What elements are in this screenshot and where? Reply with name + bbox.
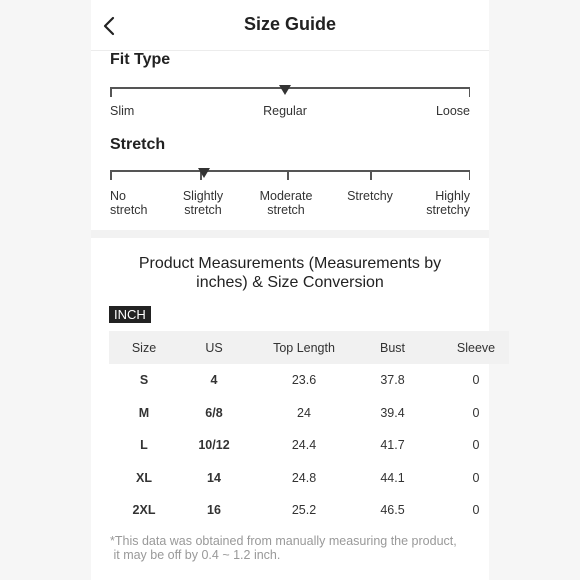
measurements-title-line: inches) & Size Conversion [196,274,384,291]
fit-type-marker [279,85,291,95]
header-sleeve: Sleeve [456,340,496,355]
size-guide-screen [91,0,496,580]
stretch-label-line: stretch [267,203,305,217]
stretch-label-line: stretch [184,203,222,217]
stretch-label-line: Highly [435,189,470,203]
stretch-label-line: stretchy [426,203,470,217]
stretch-tick [287,170,289,180]
cell-sleeve: 0 [472,503,480,518]
table-row [109,462,509,495]
fit-type-label-regular: Regular [263,104,307,118]
stretch-tick [469,170,471,180]
cell-bust: 37.8 [380,373,405,388]
cell-sleeve: 0 [472,373,480,388]
measurements-title-line: Product Measurements (Measurements by [138,255,442,272]
cell-size: S [139,373,149,388]
table-row [109,494,509,527]
fit-type-label-loose: Loose [435,104,470,118]
table-row [109,429,509,462]
cell-size: L [140,438,148,453]
fit-type-title: Fit Type [110,51,171,68]
cell-bust: 46.5 [380,503,405,518]
cell-top-length: 24 [297,405,311,420]
stretch-label-line: stretch [110,203,148,217]
nav-bar [91,0,489,51]
disclaimer-line: it may be off by 0.4 ~ 1.2 inch. [110,548,281,562]
stretch-scale [110,170,470,186]
stretch-label-line: Slightly [182,189,224,203]
stretch-marker [198,168,210,178]
stretch-scale-line [110,170,470,172]
stretch-label-line: Stretchy [347,189,393,203]
cell-us: 16 [207,503,221,518]
stretch-title: Stretch [110,136,166,153]
cell-bust: 41.7 [380,438,405,453]
cell-bust: 39.4 [380,405,405,420]
fit-type-scale [110,87,470,103]
section-divider [91,230,489,238]
header-us: US [205,340,223,355]
cell-top-length: 24.8 [291,470,317,485]
cell-bust: 44.1 [380,470,405,485]
cell-us: 6/8 [205,405,223,420]
fit-type-tick [469,87,471,97]
cell-top-length: 24.4 [291,438,317,453]
header-top-length: Top Length [273,340,335,355]
stretch-tick [370,170,372,180]
header-size: Size [131,340,157,355]
cell-size: M [138,405,150,420]
table-header [109,331,509,364]
stretch-label-no [110,189,148,217]
measurements-title [121,254,459,292]
stretch-tick [110,170,112,180]
stretch-label-stretchy [330,189,410,203]
cell-sleeve: 0 [472,438,480,453]
disclaimer-line: *This data was obtained from manually measuring the product, [110,534,457,548]
stretch-label-line: Moderate [259,189,313,203]
stretch-label-moderate [246,189,326,217]
cell-us: 10/12 [198,438,230,453]
stretch-label-highly [400,189,470,217]
cell-top-length: 23.6 [291,373,317,388]
fit-type-label-slim: Slim [110,104,135,118]
stretch-label-line: No [110,189,126,203]
cell-sleeve: 0 [472,470,480,485]
stretch-label-slightly [163,189,243,217]
cell-sleeve: 0 [472,405,480,420]
cell-top-length: 25.2 [291,503,317,518]
cell-us: 4 [210,373,218,388]
cell-size: 2XL [132,503,156,518]
cell-size: XL [136,470,152,485]
unit-badge[interactable]: INCH [109,306,151,323]
header-bust: Bust [379,340,405,355]
measurements-table [109,331,509,527]
cell-us: 14 [207,470,221,485]
fit-type-tick [110,87,112,97]
table-row [109,364,509,397]
table-row [109,397,509,430]
disclaimer-note [110,534,457,562]
page-title: Size Guide [243,14,337,34]
